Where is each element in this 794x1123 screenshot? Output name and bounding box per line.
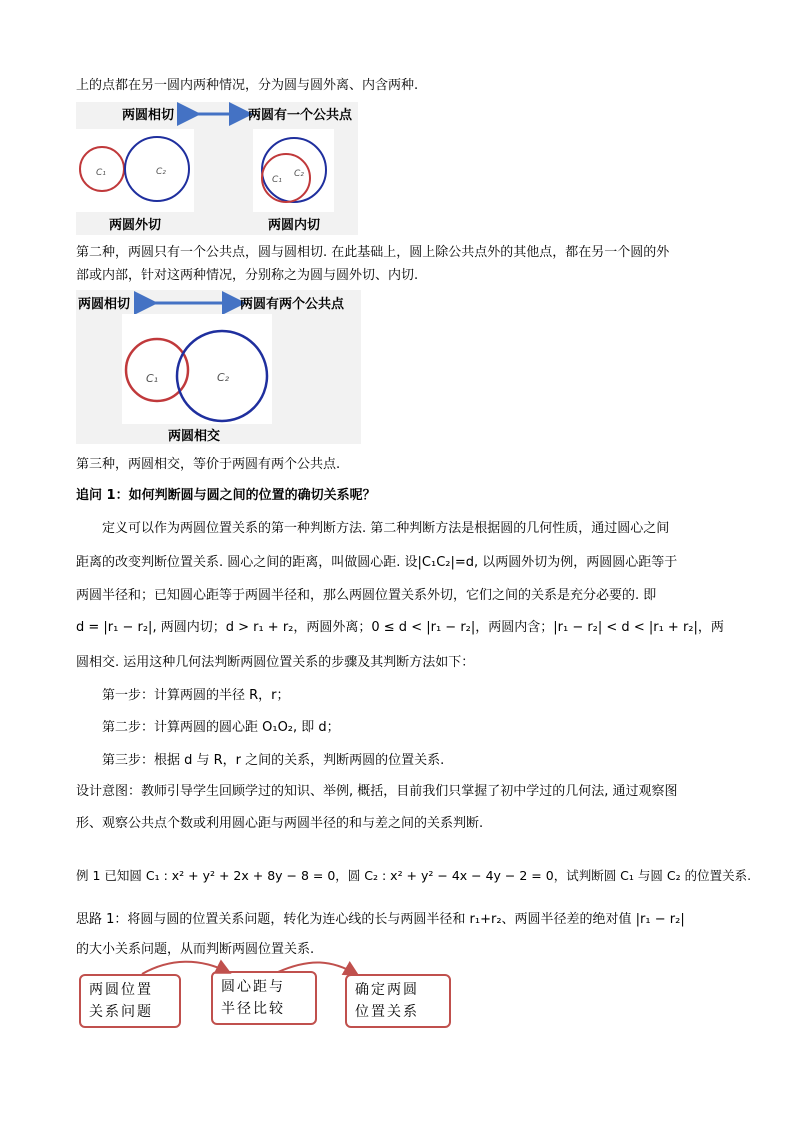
flow-arrow-1 — [142, 962, 228, 974]
paragraph-line: 第三种，两圆相交，等价于两圆有两个公共点. — [76, 457, 341, 472]
step-2: 第二步：计算两圆的圆心距 O₁O₂, 即 d； — [102, 720, 340, 735]
flow-box-3-line: 位置关系 — [355, 1004, 419, 1020]
flow-box-1-line: 关系问题 — [89, 1004, 153, 1020]
example-1: 例 1 已知圆 C₁ : x² + y² + 2x + 8y − 8 = 0，圆 C₂ : x² + y² − 4x − 4y − 2 = 0，试判断圆 C₁ 与圆 C₂ 的位置关系. — [76, 868, 752, 883]
paragraph-line: 距离的改变判断位置关系. 圆心之间的距离，叫做圆心距. 设|C₁C₂|=d, 以两圆外切为例，两圆圆心距等于 — [76, 555, 678, 570]
c2-label: C₂ — [217, 371, 230, 384]
c2-label: C₂ — [294, 169, 304, 179]
c1-label: C₁ — [146, 372, 159, 385]
paragraph-line: 圆相交. 运用这种几何法判断两圆位置关系的步骤及其判断方法如下： — [76, 655, 475, 670]
paragraph-line: 部或内部，针对这两种情况，分别称之为圆与圆外切、内切. — [76, 268, 419, 283]
design-intent-cont: 形、观察公共点个数或利用圆心距与两圆半径的和与差之间的关系判断. — [76, 816, 484, 831]
step-3: 第三步：根据 d 与 R，r 之间的关系，判断两圆的位置关系. — [102, 753, 445, 768]
flow-box-2-line: 半径比较 — [221, 1001, 285, 1017]
step-1: 第一步：计算两圆的半径 R，r； — [102, 688, 290, 703]
approach-1: 思路 1：将圆与圆的位置关系问题，转化为连心线的长与两圆半径和 r₁+r₂、两圆半径差的绝对值 |r₁ − r₂| — [76, 912, 685, 927]
c1-label: C₁ — [96, 168, 106, 178]
fig2-caption: 两圆相交 — [168, 429, 221, 444]
flow-box-3-line: 确定两圆 — [355, 982, 419, 998]
c2-label: C₂ — [156, 167, 166, 177]
flow-box-2-line: 圆心距与 — [221, 979, 285, 995]
flow-arrow-2 — [278, 962, 356, 974]
paragraph-line: 两圆半径和；已知圆心距等于两圆半径和，那么两圆位置关系外切，它们之间的关系是充分必要的. 即 — [76, 588, 657, 603]
fig1-right-label: 两圆有一个公共点 — [248, 108, 353, 123]
formula-line: d = |r₁ − r₂|, 两圆内切；d > r₁ + r₂，两圆外离；0 ≤ d < |r₁ − r₂|，两圆内含；|r₁ − r₂| < d < |r₁ + r₂|，两 — [76, 620, 724, 635]
fig1-cap-left: 两圆外切 — [109, 218, 162, 233]
c1-label: C₁ — [272, 175, 282, 185]
flow-box-1-line: 两圆位置 — [89, 982, 153, 998]
paragraph-line: 定义可以作为两圆位置关系的第一种判断方法. 第二种判断方法是根据圆的几何性质，通过圆心之间 — [102, 521, 670, 536]
design-intent: 设计意图：教师引导学生回顾学过的知识、举例, 概括，目前我们只掌握了初中学过的几何法, 通过观察图 — [76, 784, 678, 799]
fig2-right-label: 两圆有两个公共点 — [240, 297, 345, 312]
paragraph-line: 第二种，两圆只有一个公共点，圆与圆相切. 在此基础上，圆上除公共点外的其他点，都在另一个圆的外 — [76, 245, 670, 260]
fig2-left-label: 两圆相切 — [78, 297, 131, 312]
approach-1-cont: 的大小关系问题，从而判断两圆位置关系. — [76, 942, 315, 957]
paragraph-line: 上的点都在另一圆内两种情况，分为圆与圆外离、内含两种. — [76, 78, 419, 93]
fig1-left-label: 两圆相切 — [122, 108, 175, 123]
fig1-cap-right: 两圆内切 — [268, 218, 321, 233]
question-heading: 追问 1：如何判断圆与圆之间的位置的确切关系呢？ — [76, 488, 376, 503]
